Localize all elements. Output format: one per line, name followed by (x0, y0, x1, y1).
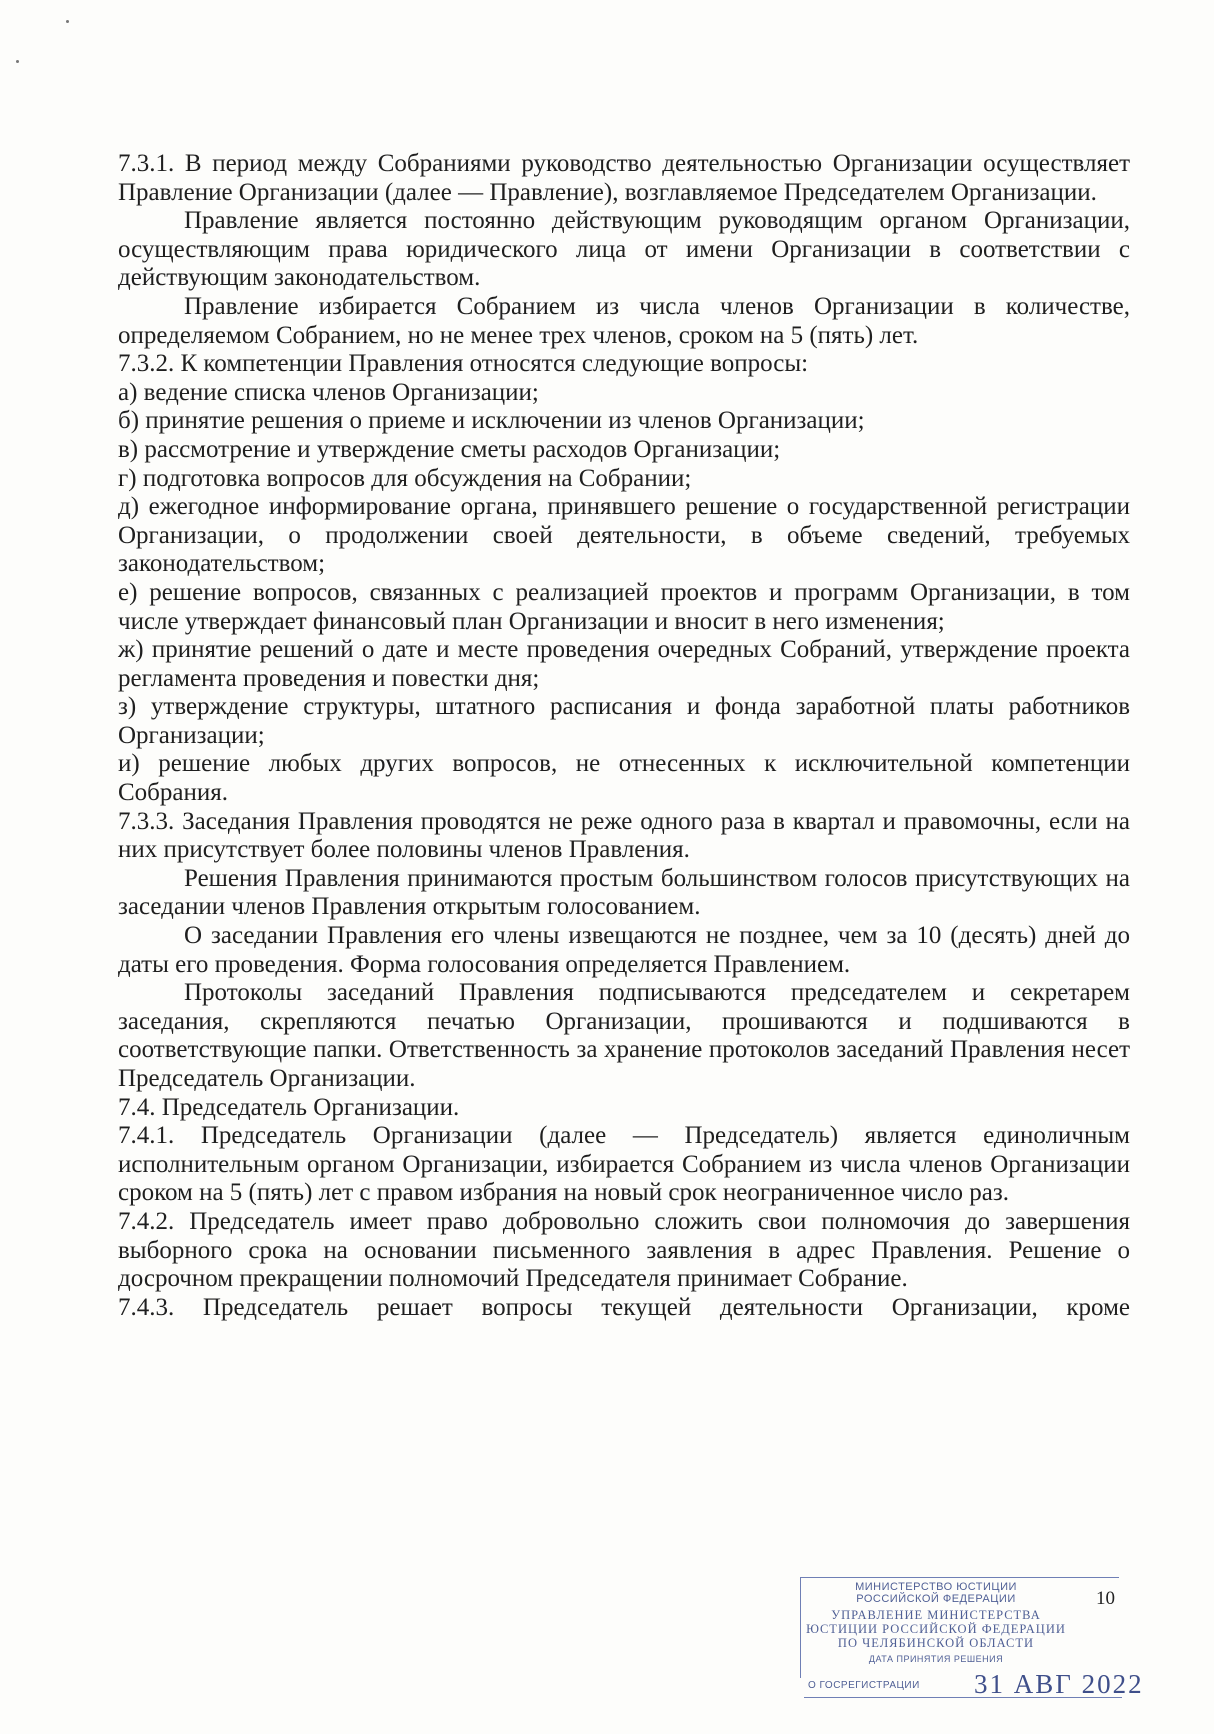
stamp-registration-line (804, 1669, 1144, 1699)
paragraph: 7.4.3. Председатель решает вопросы текущей деятельности Организации, кроме (118, 1293, 1130, 1321)
stamp-justice: ЮСТИЦИИ РОССИЙСКОЙ ФЕДЕРАЦИИ (806, 1622, 1066, 1636)
paragraph: 7.4.2. Председатель имеет право добровольно сложить свои полномочия до завершения выборного срока на основании письменного заявления в адрес Правления. Решение о досрочном прекращении полномочий Председателя принимает Собрание. (118, 1207, 1130, 1293)
paragraph: б) принятие решения о приеме и исключении из членов Организации; (118, 407, 865, 435)
paragraph: ж) принятие решений о дате и месте проведения очередных Собраний, утверждение проекта регламента проведения и повестки дня; (118, 636, 1130, 692)
paragraph: О заседании Правления его члены извещаются не позднее, чем за 10 (десять) дней до даты его проведения. Форма голосования определяется Правлением. (118, 922, 1130, 978)
stamp-department: УПРАВЛЕНИЕ МИНИСТЕРСТВА (831, 1608, 1041, 1622)
paragraph: Правление избирается Собранием из числа членов Организации в количестве, определяемом Собранием, но не менее трех членов, сроком на 5 (пять) лет. (118, 292, 1130, 349)
paragraph: Протоколы заседаний Правления подписываются председателем и секретарем заседания, скрепляются печатью Организации, прошиваются и подшиваются в соответствующие папки. Ответственность за хранение протоколов заседаний Правления несет Председатель Организации. (118, 979, 1130, 1092)
paragraph: е) решение вопросов, связанных с реализацией проектов и программ Организации, в том числе утверждает финансовый план Организации и вносит в него изменения; (118, 578, 1130, 635)
paragraph: 7.3.3. Заседания Правления проводятся не реже одного раза в квартал и правомочны, если на них присутствует более половины членов Правления. (118, 807, 1130, 864)
paragraph: 7.3.2. К компетенции Правления относятся следующие вопросы: (118, 350, 809, 378)
paragraph: 7.3.1. В период между Собраниями руководство деятельностью Организации осуществляет Правление Организации (далее — Правление), возглавляемое Председателем Организации. (118, 150, 1130, 206)
paragraph: д) ежегодное информирование органа, принявшего решение о государственной регистрации Организации, о продолжении своей деятельности, в объеме сведений, требуемых законодательством; (118, 493, 1130, 578)
paragraph: г) подготовка вопросов для обсуждения на Собрании; (118, 464, 692, 492)
paragraph: 7.4.1. Председатель Организации (далее — Председатель) является единоличным исполнительным органом Организации, избирается Собранием из числа членов Организации сроком на 5 (пять) лет с правом избрания на новый срок неограниченное число раз. (118, 1122, 1130, 1207)
page-number: 10 (1096, 1588, 1115, 1609)
scan-speck (66, 20, 69, 23)
stamp-date: 31 АВГ 2022 (974, 1669, 1144, 1699)
paragraph: а) ведение списка членов Организации; (118, 378, 539, 406)
stamp-region: ПО ЧЕЛЯБИНСКОЙ ОБЛАСТИ (837, 1636, 1035, 1650)
paragraph: з) утверждение структуры, штатного расписания и фонда заработной платы работников Организации; (118, 693, 1130, 749)
registration-stamp (800, 1577, 1144, 1699)
document-body (118, 150, 1130, 1322)
paragraph: Решения Правления принимаются простым большинством голосов присутствующих на заседании членов Правления открытым голосованием. (118, 864, 1130, 921)
scan-speck (16, 60, 19, 63)
paragraph: и) решение любых других вопросов, не отнесенных к исключительной компетенции Собрания. (118, 750, 1130, 807)
paragraph: в) рассмотрение и утверждение сметы расходов Организации; (118, 435, 781, 463)
stamp-federation: РОССИЙСКОЙ ФЕДЕРАЦИИ (856, 1593, 1016, 1605)
paragraph: 7.4. Председатель Организации. (118, 1093, 460, 1121)
stamp-decision-date-label: ДАТА ПРИНЯТИЯ РЕШЕНИЯ (868, 1654, 1004, 1664)
stamp-registration-label: О ГОСРЕГИСТРАЦИИ (808, 1680, 920, 1691)
stamp-ministry: МИНИСТЕРСТВО ЮСТИЦИИ (855, 1581, 1017, 1593)
paragraph: Правление является постоянно действующим руководящим органом Организации, осуществляющим права юридического лица от имени Организации в соответствии с действующим законодательством. (118, 207, 1130, 292)
